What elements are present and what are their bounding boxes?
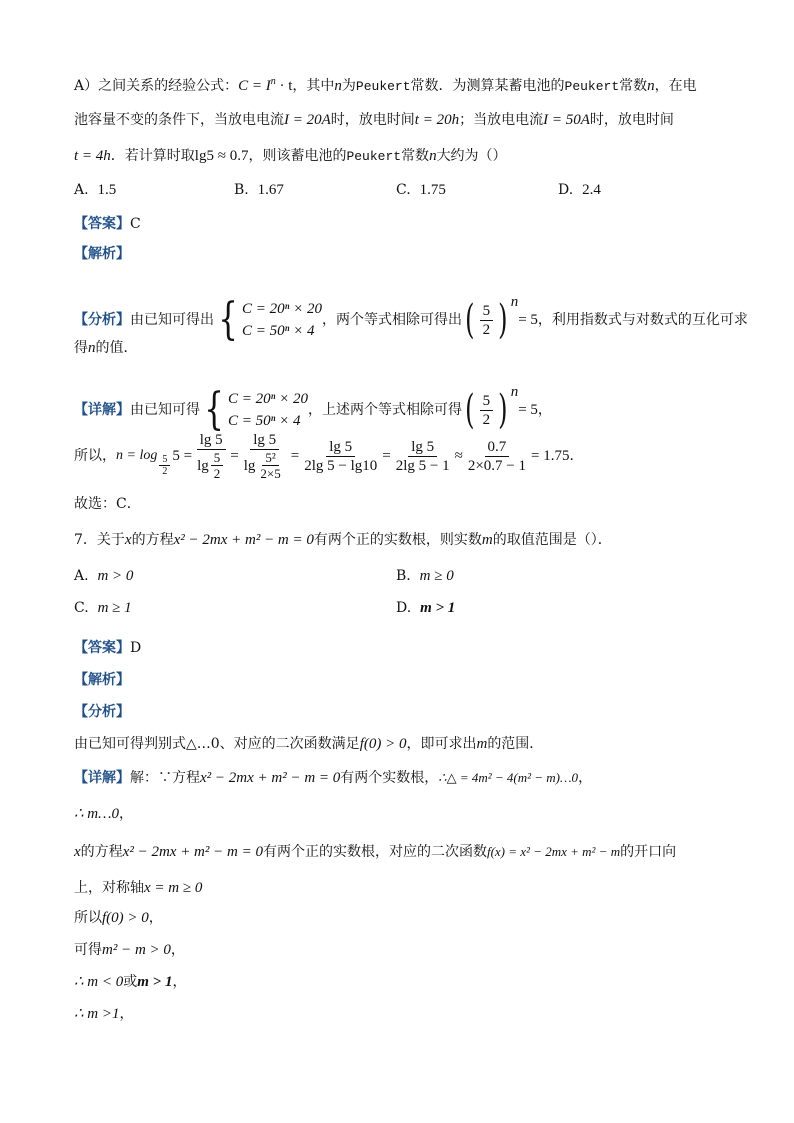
q6-answer: 【答案】C — [74, 216, 141, 232]
text: 时，放电时间 — [330, 112, 415, 128]
q7-option-b: B. m ≥ 0 — [396, 568, 454, 584]
q7-detail-1: 【详解】解：∵方程x² − 2mx + m² − m = 0有两个实数根，∴△ = 4m² − 4(m² − m)…0， — [74, 770, 593, 786]
var-n: n — [334, 78, 342, 94]
q6-line-3 — [74, 146, 507, 167]
q6-detail: 【详解】由已知可得 { C = 20ⁿ × 20 C = 50ⁿ × 4 ，上述两个等式相除可得 ( $\frac{5}{2}$ ) $^n$= 5， — [74, 384, 552, 435]
q7-fenxi: 由已知可得判别式△…0、对应的二次函数满足f(0) > 0，即可求出m的范围． — [74, 736, 544, 752]
formula-C: $C = I^n \cdot t$ — [238, 76, 293, 94]
text: 常数 — [619, 78, 648, 94]
text: ，在电 — [654, 78, 697, 94]
q6-analysis-tag: 【解析】 — [74, 246, 130, 262]
q7-option-a: A. m > 0 — [74, 568, 134, 584]
text: 池容量不变的条件下，当放电电流 — [74, 112, 284, 128]
equation-system: { C = 20ⁿ × 20 C = 50ⁿ × 4 — [204, 384, 308, 435]
equation-system: { C = 20ⁿ × 20 C = 50ⁿ × 4 — [218, 294, 322, 345]
q7-detail-5: 所以f(0) > 0， — [74, 910, 163, 926]
text: 常数 — [401, 148, 430, 164]
q7-stem: 7．关于x的方程x² − 2mx + m² − m = 0有两个正的实数根，则实数m的取值范围是（）． — [74, 532, 612, 548]
q7-option-c: C. m ≥ 1 — [74, 600, 132, 616]
q7-detail-2: ∴ m…0， — [74, 806, 133, 822]
q7-option-d: D. m > 1 — [396, 600, 456, 616]
q7-detail-7: ∴ m < 0或m > 1， — [74, 974, 187, 990]
q6-line-1 — [74, 72, 697, 97]
q6-fenxi-2: 得n的值． — [74, 340, 138, 356]
peukert: Peukert — [355, 79, 411, 94]
text: A）之间关系的经验公式： — [74, 78, 239, 94]
q6-option-b: B. 1.67 — [234, 182, 284, 198]
q7-detail-4: 上，对称轴x = m ≥ 0 — [74, 880, 203, 896]
q7-answer: 【答案】D — [74, 640, 142, 656]
q6-option-d: D. 2.4 — [558, 182, 601, 198]
q7-detail-3: x的方程x² − 2mx + m² − m = 0有两个正的实数根，对应的二次函数f(x) = x² − 2mx + m² − m的开口向 — [74, 844, 677, 860]
text: ，其中 — [292, 78, 335, 94]
text: 时，放电时间 — [589, 112, 674, 128]
q6-chain: 所以， n = log $\frac{5}{2}$ 5 = lg 5 lg $\frac{5}{2}$ = lg 5 lg $\frac{\text{5²}}{2\times 5}$ = $\frac{\lg 5}{2\lg 5 - \lg 10}$ = $\frac{\lg 5}{2\lg 5 - 1}$ ≈ $\frac{0.7}{2\times 0.7 - 1}$ = 1.75 ． — [74, 432, 584, 481]
text: 大约为（） — [436, 148, 507, 164]
t-20: t = 20h — [414, 112, 460, 128]
q6-line-2 — [74, 110, 674, 130]
text: 为 — [341, 78, 356, 94]
q6-option-c: C. 1.75 — [396, 182, 446, 198]
text: ，则该蓄电池的 — [248, 148, 347, 164]
text: ．若计算时取 — [110, 148, 195, 164]
q7-detail-8: ∴ m >1， — [74, 1006, 134, 1022]
q6-guxuan: 故选：C． — [74, 496, 141, 512]
i-50: I = 50A — [543, 112, 590, 128]
var-n: n — [647, 78, 655, 94]
var-n: n — [429, 148, 437, 164]
peukert: Peukert — [346, 149, 402, 164]
t-4: t = 4h — [74, 148, 111, 164]
q7-fenxi-tag: 【分析】 — [74, 704, 130, 720]
i-20: I = 20A — [284, 112, 331, 128]
peukert: Peukert — [564, 79, 620, 94]
q6-option-a: A. 1.5 — [74, 182, 117, 198]
text: ；当放电电流 — [459, 112, 544, 128]
lg5-approx: lg5 ≈ 0.7 — [194, 148, 249, 164]
text: 常数．为测算某蓄电池的 — [410, 78, 565, 94]
q7-detail-6: 可得m² − m > 0， — [74, 942, 185, 958]
q6-fenxi: 【分析】由已知可得出 { C = 20ⁿ × 20 C = 50ⁿ × 4 ，两个等式相除可得出 ( $\frac{5}{2}$ ) $^n$= 5，利用指数式与对数式的互化可求 — [74, 294, 748, 345]
q7-analysis-tag: 【解析】 — [74, 672, 130, 688]
